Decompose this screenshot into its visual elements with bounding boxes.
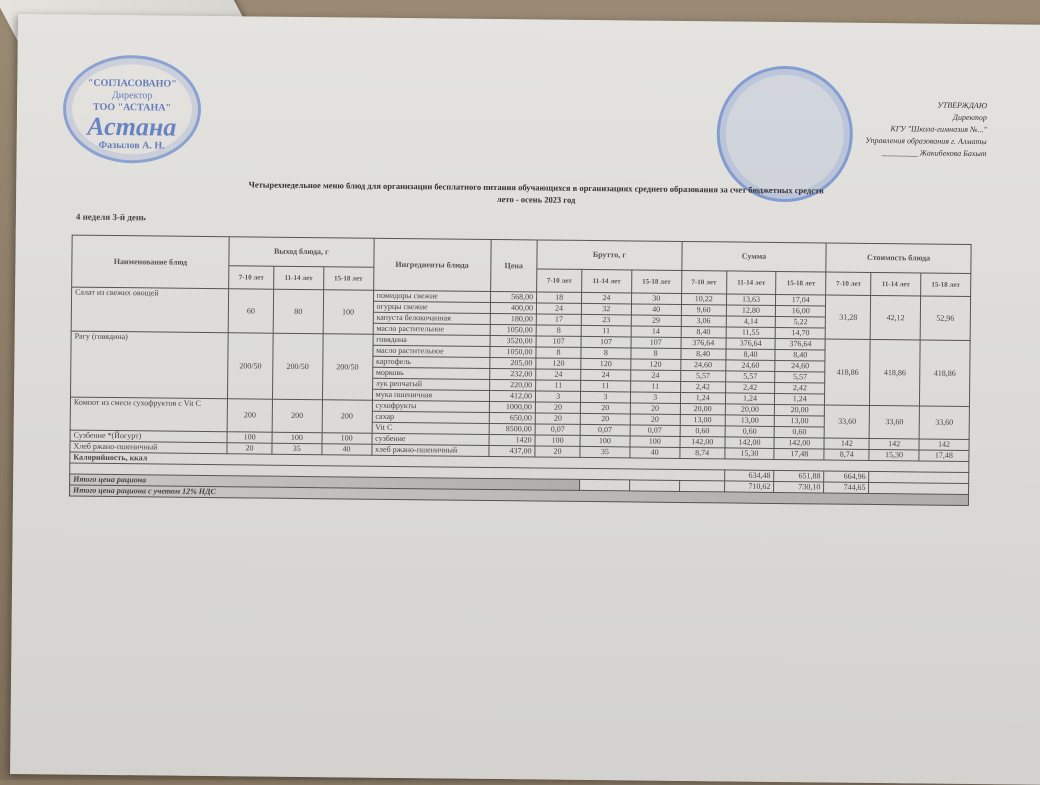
- dish-yield: 40: [321, 444, 371, 456]
- dish-cost: 52,96: [920, 296, 971, 341]
- ingredient-gross: 11: [536, 380, 581, 391]
- ingredient-gross: 11: [581, 325, 631, 337]
- ingredient-sum: 24,60: [680, 359, 725, 370]
- ingredient-name: картофель: [372, 356, 489, 368]
- stamp-signer-name: Фазылов А. Н.: [98, 139, 165, 152]
- ingredient-sum: 8,40: [681, 326, 726, 337]
- ingredient-sum: 9,60: [681, 304, 726, 315]
- ingredient-sum: 4,14: [726, 316, 776, 328]
- ingredient-sum: 13,00: [774, 415, 824, 427]
- ingredient-name: сухофрукты: [372, 400, 489, 412]
- ingredient-sum: 8,40: [775, 349, 825, 361]
- ingredient-gross: 11: [630, 381, 680, 393]
- ration-total-15-18: 664,96: [824, 471, 869, 482]
- ingredient-price: 180,00: [490, 313, 537, 324]
- title-line-2: лето - осень 2023 год: [496, 194, 576, 205]
- header-gross-age-2: 11-14 лет: [582, 269, 632, 293]
- ingredient-gross: 32: [582, 303, 632, 315]
- ingredient-sum: 10,22: [681, 293, 726, 304]
- ingredient-sum: 5,57: [725, 371, 775, 383]
- ingredient-sum: 5,57: [775, 371, 825, 383]
- approval-block: [797, 98, 988, 160]
- ingredient-sum: 2,42: [680, 381, 725, 392]
- dish-name: Компот из смеси сухофруктов с Vit C: [70, 397, 227, 432]
- ingredient-sum: 14,70: [775, 327, 825, 339]
- ingredient-sum: 17,48: [774, 448, 824, 460]
- approval-title: УТВЕРЖДАЮ: [937, 100, 988, 111]
- ingredient-sum: 142,00: [725, 437, 775, 449]
- day-label: 4 неделя 3-й день: [75, 211, 146, 223]
- ingredient-gross: 100: [535, 435, 580, 446]
- ingredient-name: Vit C: [372, 422, 489, 434]
- ingredient-sum: 13,00: [680, 414, 725, 425]
- ingredient-sum: 376,64: [775, 338, 825, 350]
- ingredient-gross: 17: [536, 314, 581, 325]
- ingredient-gross: 30: [631, 293, 681, 305]
- vat-total-15-18: 744,65: [824, 482, 869, 493]
- dish-yield: 20: [227, 443, 272, 454]
- ingredient-sum: 0,60: [680, 425, 725, 436]
- dish-yield: 200/50: [227, 333, 273, 399]
- ingredient-gross: 100: [580, 435, 630, 447]
- dish-yield: 200/50: [322, 334, 373, 401]
- ingredient-sum: 16,00: [776, 305, 826, 317]
- ingredient-gross: 20: [630, 403, 680, 415]
- ingredient-gross: 24: [536, 369, 581, 380]
- menu-table: [69, 235, 972, 506]
- ingredient-sum: 20,00: [775, 404, 825, 416]
- header-cost-age-1: 7-10 лет: [826, 272, 871, 295]
- ingredient-sum: 0,60: [774, 426, 824, 438]
- header-yield-age-2: 11-14 лет: [274, 266, 324, 290]
- header-yield: Выход блюда, г: [229, 237, 374, 268]
- ingredient-gross: 100: [630, 436, 680, 448]
- header-sum: Сумма: [682, 241, 827, 272]
- ingredient-gross: 120: [581, 358, 631, 370]
- ingredient-sum: 20,00: [680, 403, 725, 414]
- document-page: [10, 14, 1040, 785]
- calories-label: Калорийность, ккал: [70, 452, 969, 472]
- ingredient-sum: 13,00: [725, 415, 775, 427]
- ingredient-sum: 20,00: [725, 404, 775, 416]
- ingredient-gross: 107: [536, 336, 581, 347]
- ingredient-price: 3520,00: [490, 335, 537, 346]
- dish-yield: 80: [273, 289, 323, 334]
- dish-yield: 200/50: [273, 333, 323, 400]
- stamp-agreed-label: "СОГЛАСОВАНО": [87, 77, 177, 90]
- menu-table-body: [70, 287, 971, 461]
- dish-cost: 33,60: [919, 406, 969, 440]
- ingredient-gross: 24: [581, 369, 631, 381]
- ingredient-sum: 11,55: [726, 327, 776, 339]
- approval-signer: _________ Жакибекова Бахыт: [881, 148, 987, 159]
- stamp-organization: ТОО "АСТАНА": [92, 101, 172, 114]
- dish-yield: 60: [228, 289, 274, 333]
- header-sum-age-2: 11-14 лет: [726, 271, 776, 295]
- ration-price-label: Итого цена рациона: [70, 474, 580, 490]
- dish-yield: 100: [227, 432, 272, 443]
- ingredient-price: 8500,00: [489, 423, 536, 434]
- ingredient-sum: 13,63: [726, 294, 776, 306]
- ingredient-name: помидоры свежие: [373, 290, 490, 302]
- ingredient-price: 220,00: [489, 379, 536, 390]
- ingredient-gross: 3: [630, 392, 680, 404]
- dish-yield: 200: [322, 400, 372, 434]
- ingredient-gross: 20: [581, 402, 631, 414]
- header-yield-age-1: 7-10 лет: [229, 266, 274, 289]
- ingredient-gross: 107: [631, 337, 681, 349]
- ingredient-price: 232,00: [489, 368, 536, 379]
- dish-cost: 418,86: [919, 340, 970, 407]
- ingredient-gross: 8: [536, 347, 581, 358]
- ingredient-gross: 107: [581, 336, 631, 348]
- dish-cost: 42,12: [871, 295, 921, 340]
- ingredient-sum: 1,24: [680, 392, 725, 403]
- ingredient-gross: 3: [536, 391, 581, 402]
- ingredient-name: масло растительное: [373, 323, 490, 335]
- ingredient-gross: 120: [630, 359, 680, 371]
- vat-total-11-14: 730,10: [774, 481, 824, 493]
- ingredient-price: 205,00: [489, 357, 536, 368]
- ingredient-name: сузбение: [372, 433, 489, 445]
- header-yield-age-3: 15-18 лет: [323, 267, 373, 291]
- ingredient-sum: 376,64: [726, 338, 776, 350]
- ingredient-name: хлеб ржано-пшеничный: [372, 444, 489, 456]
- ingredient-name: капуста белокочанная: [373, 312, 490, 324]
- ingredient-gross: 0,07: [580, 424, 630, 436]
- ingredient-name: сахар: [372, 411, 489, 423]
- dish-yield: 200: [272, 399, 322, 433]
- ingredient-gross: 20: [535, 446, 580, 457]
- ingredient-price: 1050,00: [490, 346, 537, 357]
- ingredient-sum: 5,57: [680, 370, 725, 381]
- ingredient-sum: 24,60: [775, 360, 825, 372]
- ration-price-spacer-1: [580, 479, 630, 491]
- ingredient-price: 437,00: [489, 445, 536, 456]
- ingredient-gross: 40: [631, 304, 681, 316]
- header-gross-age-1: 7-10 лет: [537, 269, 582, 292]
- header-ingredients: Ингредиенты блюда: [373, 238, 491, 291]
- dish-name: Рагу (говядина): [70, 331, 228, 399]
- ration-total-11-14: 651,88: [774, 470, 824, 482]
- ingredient-gross: 40: [630, 447, 680, 459]
- ingredient-gross: 24: [582, 292, 632, 304]
- ingredient-name: мука пшеничная: [372, 389, 489, 401]
- title-line-1: Четырехнедельное меню блюд для организации бесплатного питания обучающихся в организациях среднего образования за счет бюджетных средств: [248, 179, 824, 196]
- dish-yield: 35: [272, 443, 322, 455]
- approval-school: КГУ "Школа-гимназия №...": [890, 124, 987, 135]
- ingredient-gross: 24: [536, 303, 581, 314]
- header-dish-name: Наименование блюд: [72, 235, 230, 289]
- ingredient-sum: 1,24: [775, 393, 825, 405]
- ingredient-price: 412,00: [489, 390, 536, 401]
- header-gross: Брутто, г: [537, 240, 682, 271]
- ingredient-gross: 29: [631, 315, 681, 327]
- ingredient-sum: 3,06: [681, 315, 726, 326]
- dish-name: Хлеб ржано-пшеничный: [70, 441, 227, 454]
- ingredient-sum: 8,74: [680, 447, 725, 458]
- ingredient-gross: 11: [581, 380, 631, 392]
- dish-yield: 200: [227, 399, 272, 432]
- approval-department: Управления образования г. Алматы: [865, 135, 987, 147]
- ration-total-7-10: 634,48: [724, 470, 774, 482]
- ingredient-sum: 24,60: [726, 360, 776, 372]
- stamp-position: Директор: [111, 89, 153, 102]
- header-sum-age-3: 15-18 лет: [776, 271, 826, 295]
- dish-cost: 33,60: [824, 405, 869, 438]
- dish-yield: 100: [323, 290, 373, 335]
- ration-price-spacer-3: [679, 480, 724, 491]
- ingredient-name: огурцы свежие: [373, 301, 490, 313]
- ingredient-gross: 8: [536, 325, 581, 336]
- ingredient-gross: 35: [580, 446, 630, 458]
- approval-position: Директор: [952, 112, 988, 123]
- ingredient-gross: 20: [630, 414, 680, 426]
- ingredient-gross: 23: [581, 314, 631, 326]
- ingredient-sum: 0,60: [725, 426, 775, 438]
- ingredient-gross: 20: [535, 413, 580, 424]
- dish-name: Салат из свежих овощей: [71, 287, 228, 333]
- ingredient-gross: 120: [536, 358, 581, 369]
- dish-cost: 418,86: [825, 339, 871, 405]
- ingredient-sum: 376,64: [681, 337, 726, 348]
- ingredient-gross: 8: [631, 348, 681, 360]
- dish-cost: 8,74: [824, 449, 869, 460]
- header-cost-age-3: 15-18 лет: [920, 273, 970, 297]
- ingredient-sum: 1,24: [725, 393, 775, 405]
- ingredient-sum: 142,00: [680, 436, 725, 447]
- dish-cost: 142: [869, 438, 919, 450]
- header-sum-age-1: 7-10 лет: [681, 270, 726, 293]
- ingredient-price: 400,00: [490, 302, 537, 313]
- ingredient-sum: 2,42: [725, 382, 775, 394]
- ingredient-gross: 20: [535, 402, 580, 413]
- vat-price-label: Итого цена рациона с учетом 12% НДС: [69, 485, 968, 505]
- ingredient-name: лук репчатый: [372, 378, 489, 390]
- dish-yield: 100: [272, 432, 322, 444]
- ingredient-price: 1420: [489, 434, 536, 445]
- ingredient-price: 1050,00: [490, 324, 537, 335]
- vat-total-7-10: 710,62: [724, 481, 774, 493]
- ingredient-sum: 142,00: [774, 437, 824, 449]
- ingredient-gross: 20: [580, 413, 630, 425]
- ingredient-gross: 0,07: [535, 424, 580, 435]
- ingredient-sum: 12,80: [726, 305, 776, 317]
- ration-price-spacer-2: [629, 480, 679, 492]
- ingredient-sum: 2,42: [775, 382, 825, 394]
- dish-cost: 418,86: [870, 339, 920, 406]
- dish-cost: 17,48: [919, 450, 969, 462]
- ingredient-gross: 0,07: [630, 425, 680, 437]
- ingredient-name: морковь: [372, 367, 489, 379]
- ingredient-gross: 8: [581, 347, 631, 359]
- header-gross-age-3: 15-18 лет: [631, 270, 681, 294]
- ingredient-gross: 24: [630, 370, 680, 382]
- dish-cost: 15,30: [869, 449, 919, 461]
- ingredient-sum: 17,04: [776, 294, 826, 306]
- ingredient-sum: 15,30: [725, 448, 775, 460]
- dish-cost: 142: [824, 438, 869, 449]
- ingredient-price: 1000,00: [489, 401, 536, 412]
- ingredient-name: масло растительное: [373, 345, 490, 357]
- ingredient-sum: 8,40: [726, 349, 776, 361]
- dish-name: Сузбение *(Йогурт): [70, 430, 227, 443]
- header-cost: Стоимость блюда: [826, 243, 971, 274]
- ingredient-sum: 8,40: [681, 348, 726, 359]
- dish-cost: 33,60: [870, 405, 920, 439]
- header-cost-age-2: 11-14 лет: [871, 272, 921, 296]
- dish-yield: 100: [322, 433, 372, 445]
- ingredient-gross: 18: [537, 292, 582, 303]
- ingredient-name: говядина: [373, 334, 490, 346]
- header-price: Цена: [490, 239, 537, 291]
- ingredient-price: 650,00: [489, 412, 536, 423]
- dish-cost: 31,28: [825, 295, 871, 339]
- ingredient-gross: 14: [631, 326, 681, 338]
- signature: Астана: [87, 111, 177, 142]
- ingredient-gross: 3: [581, 391, 631, 403]
- approval-stamp-left: [62, 54, 201, 163]
- ingredient-sum: 5,22: [776, 316, 826, 328]
- ingredient-price: 568,00: [490, 291, 537, 302]
- dish-cost: 142: [919, 439, 969, 451]
